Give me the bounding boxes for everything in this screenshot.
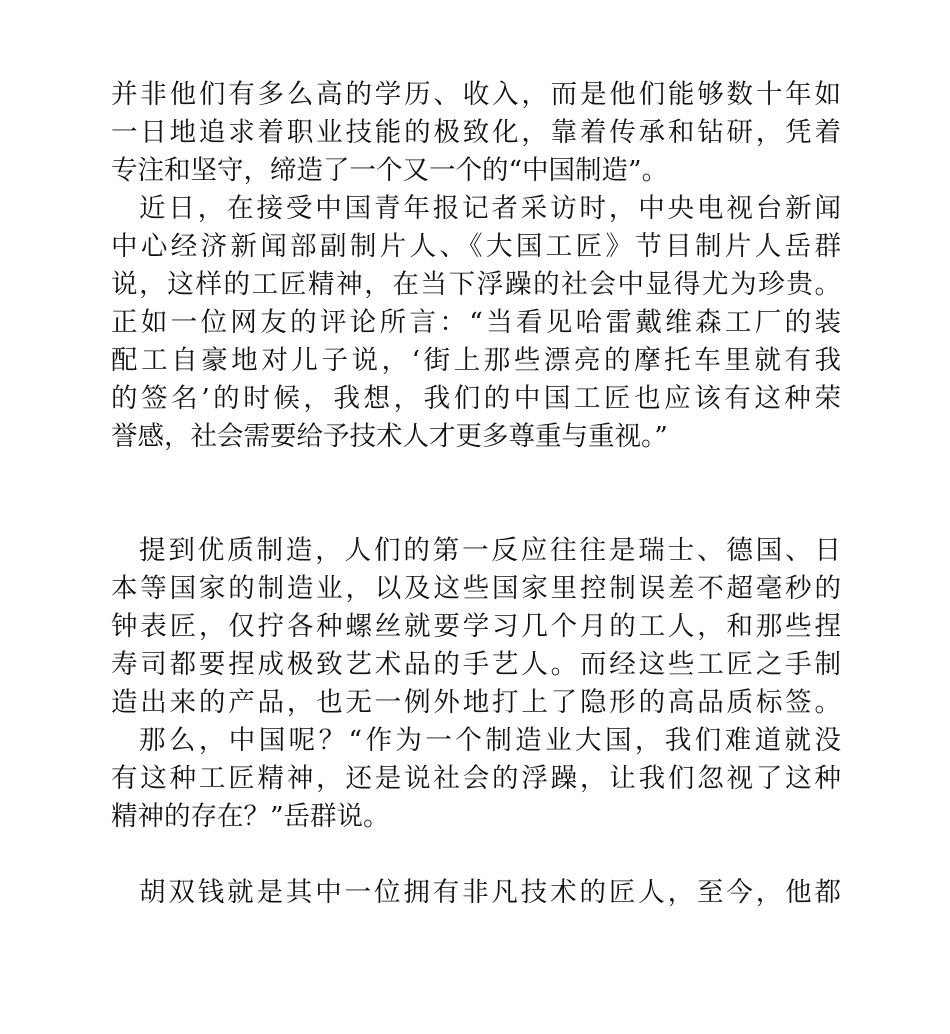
text-line: 提到优质制造，人们的第一反应往往是瑞士、德国、日 <box>139 535 841 566</box>
paragraph-block-3 <box>111 874 841 912</box>
paragraph-block-1 <box>111 76 841 456</box>
text-line: 的签名’的时候，我想，我们的中国工匠也应该有这种荣 <box>111 383 841 414</box>
paragraph-block-2 <box>111 532 841 836</box>
text-line: 有这种工匠精神，还是说社会的浮躁，让我们忽视了这种 <box>111 763 841 794</box>
text-line: 并非他们有多么高的学历、收入，而是他们能够数十年如 <box>111 79 841 110</box>
text-line: 中心经济新闻部副制片人、《大国工匠》节目制片人岳群 <box>111 231 841 262</box>
text-line: 本等国家的制造业，以及这些国家里控制误差不超毫秒的 <box>111 573 841 604</box>
text-line: 一日地追求着职业技能的极致化，靠着传承和钻研，凭着 <box>111 117 841 148</box>
text-line: 那么，中国呢？“作为一个制造业大国，我们难道就没 <box>139 725 841 756</box>
text-line: 精神的存在？”岳群说。 <box>111 801 390 832</box>
text-line: 专注和坚守，缔造了一个又一个的“中国制造”。 <box>111 155 669 186</box>
text-line: 钟表匠，仅拧各种螺丝就要学习几个月的工人，和那些捏 <box>111 611 841 642</box>
text-line: 配工自豪地对儿子说，‘街上那些漂亮的摩托车里就有我 <box>111 345 841 376</box>
text-line: 寿司都要捏成极致艺术品的手艺人。而经这些工匠之手制 <box>111 649 841 680</box>
text-line: 说，这样的工匠精神，在当下浮躁的社会中显得尤为珍贵。 <box>111 269 841 300</box>
text-line: 正如一位网友的评论所言：“当看见哈雷戴维森工厂的装 <box>111 307 841 338</box>
text-line: 胡双钱就是其中一位拥有非凡技术的匠人，至今，他都 <box>139 877 841 908</box>
text-line: 誉感，社会需要给予技术人才更多尊重与重视。” <box>111 421 668 452</box>
text-line: 近日，在接受中国青年报记者采访时，中央电视台新闻 <box>139 193 841 224</box>
text-line: 造出来的产品，也无一例外地打上了隐形的高品质标签。 <box>111 687 841 718</box>
